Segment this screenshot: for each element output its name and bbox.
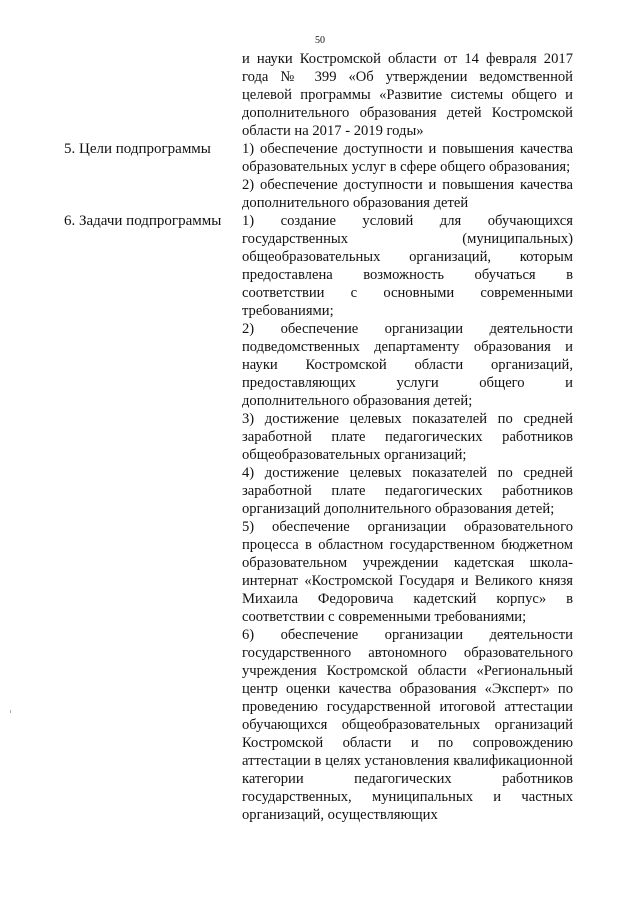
row-label-tasks: 6. Задачи подпрограммы [64,213,222,229]
page-number: 50 [315,35,325,46]
scan-mark [10,710,11,713]
table-row-goals [0,140,640,212]
paragraph: 3) достижение целевых показателей по средней заработной плате педагогических работников общеобразовательных организаций; [242,411,573,463]
paragraph: 2) обеспечение доступности и повышения качества дополнительного образования детей [242,177,573,211]
paragraph: 2) обеспечение организации деятельности подведомственных департаменту образования и науки Костромской области организаций, предоставляющих услуги общего и дополнительного образования детей; [242,321,573,409]
paragraph: и науки Костромской области от 14 февраля 2017 года № 399 «Об утверждении ведомственной целевой программы «Развитие системы общего и дополнительного образования детей Костромской области на 2017 - 2019 годы» [242,51,573,139]
paragraph: 1) создание условий для обучающихся государственных (муниципальных) общеобразовательных организаций, которым предоставлена возможность обучаться в соответствии с основными современными требованиями; [242,213,573,319]
program-table [0,50,640,824]
paragraph: 5) обеспечение организации образовательного процесса в областном государственном бюджетном образовательном учреждении кадетская школа-интернат «Костромской Государя и Великого князя Михаила Федоровича кадетский корпус» в соответствии с современными требованиями; [242,519,573,625]
row-description [242,140,573,212]
row-label-goals: 5. Цели подпрограммы [64,141,211,157]
table-row [0,50,640,140]
paragraph: 6) обеспечение организации деятельности государственного автономного образовательного учреждения Костромской области «Региональный центр оценки качества образования «Эксперт» по проведению государственной итоговой аттестации обучающихся общеобразовательных организаций Костромской области и по сопровождению аттестации в целях установления квалификационной категории педагогических работников государственных, муниципальных и частных организаций, осуществляющих [242,627,573,823]
paragraph: 4) достижение целевых показателей по средней заработной плате педагогических работников организаций дополнительного образования детей; [242,465,573,517]
table-row-tasks [0,212,640,824]
paragraph: 1) обеспечение доступности и повышения качества образовательных услуг в сфере общего образования; [242,141,573,175]
row-description [242,50,573,140]
row-description [242,212,573,824]
